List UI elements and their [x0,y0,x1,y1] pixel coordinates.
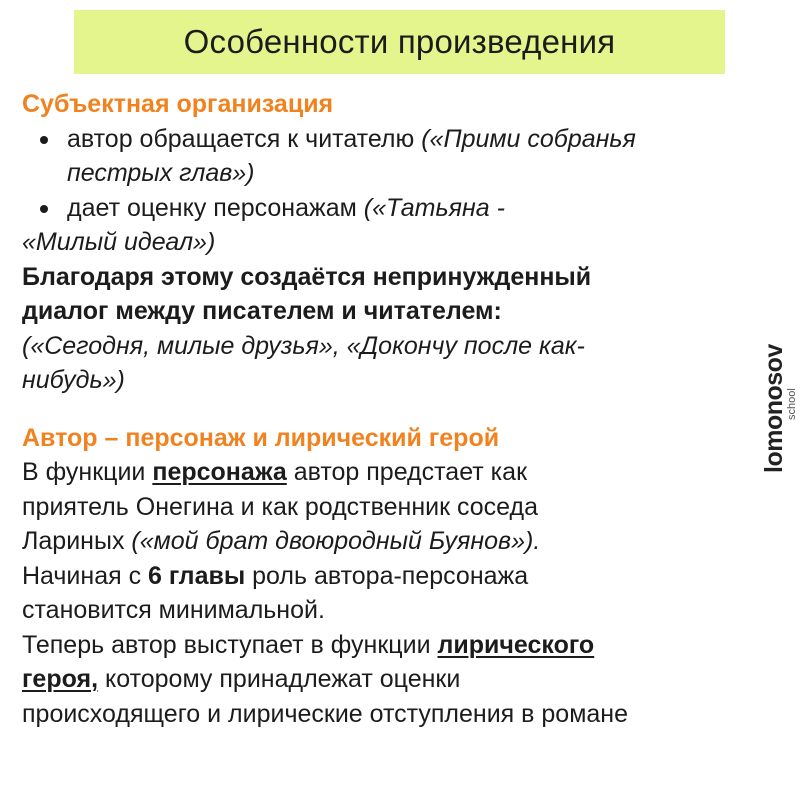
paragraph-line [22,455,787,490]
text: которому принадлежат оценки [98,665,461,693]
paragraph-line: происходящего и лирические отступления в романе [22,699,629,728]
quote-text: («Сегодня, милые друзья», «Докончу после как- [22,331,585,360]
bold-term: 6 главы [148,561,246,590]
bullet-quote-continuation: пестрых глав») [67,159,255,187]
text: Теперь автор выступает в функции [22,630,438,659]
quote-line [22,363,787,398]
paragraph-line [22,524,787,559]
bullet-quote: («Татьяна - [363,193,505,222]
title-banner [74,10,725,74]
text: В функции [22,458,153,486]
text: Начиная с [22,561,149,590]
page-title: Особенности произведения [183,23,616,60]
bullet-text: автор обращается к читателю [67,124,422,153]
quote-line [22,329,787,364]
underlined-term: персонажа [152,458,287,486]
bullet-item-characters [22,191,787,226]
quote-text: «Милый идеал») [22,228,216,256]
text: Лариных [22,527,132,555]
bullet-quote: («Прими собранья [421,124,636,153]
paragraph-line [22,662,787,697]
bold-statement-line: Благодаря этому создаётся непринужденный [22,262,592,291]
quote-line [22,225,787,260]
paragraph-line: приятель Онегина и как родственник соседа [22,492,539,521]
underlined-term: героя, [22,665,99,693]
paragraph-line [22,628,787,663]
bold-statement-line: диалог между писателем и читателем: [22,297,502,325]
section-heading-subject: Субъектная организация [22,90,334,118]
logo-subtitle: school [786,388,798,420]
lomonosov-logo [760,333,796,473]
paragraph-line [22,559,787,594]
text: роль автора-персонажа [245,561,529,590]
logo-wordmark: lomonosov [760,344,788,473]
section-heading-author: Автор – персонаж и лирический герой [22,423,500,452]
paragraph-line: становится минимальной. [22,596,325,624]
quote-text: («мой брат двоюродный Буянов»). [131,527,541,555]
underlined-term: лирического [437,630,595,659]
content [22,87,787,731]
quote-text: нибудь») [22,366,125,394]
bullet-text: дает оценку персонажам [67,193,364,222]
bullet-item-reader [22,122,787,191]
section-spacer [22,398,787,421]
text: автор предстает как [286,458,528,486]
